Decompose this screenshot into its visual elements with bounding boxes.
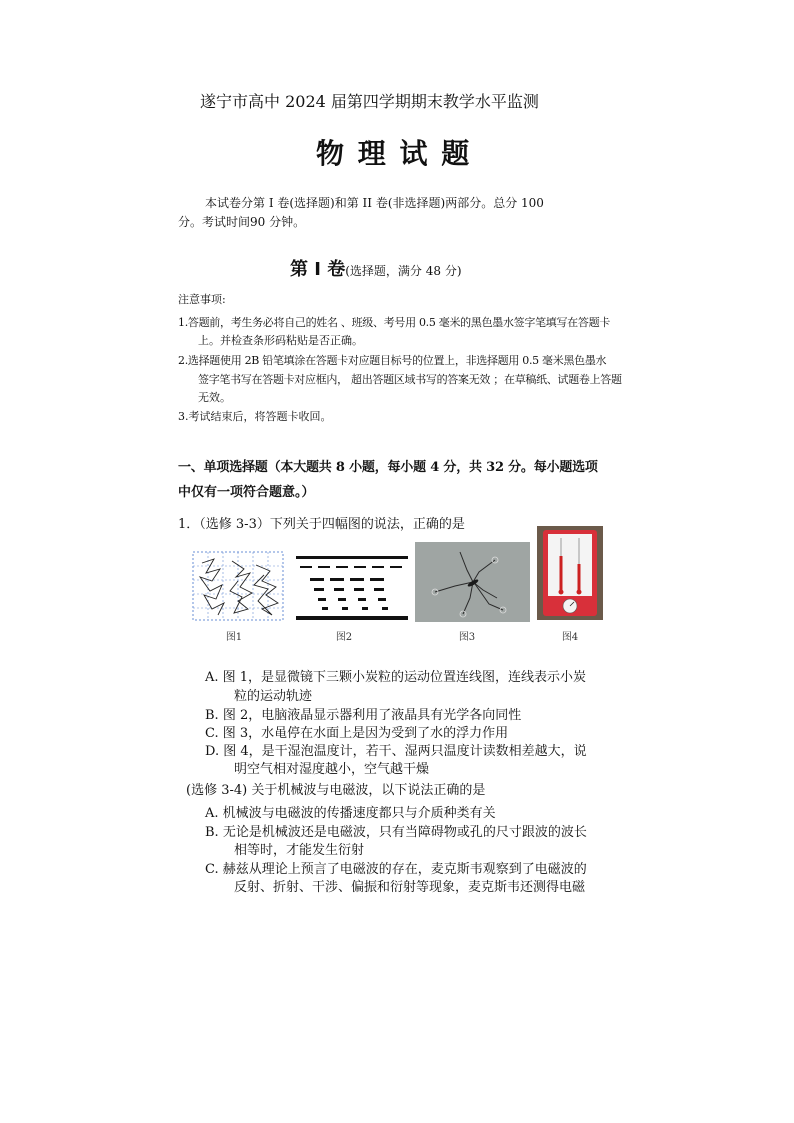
part1-line-1: 一、单项选择题（本大题共 8 小题，每小题 4 分，共 32 分。每小题选项 — [178, 460, 598, 475]
note-2a: 2.选择题使用 2B 铅笔填涂在答题卡对应题目标号的位置上，非选择题用 0.5 毫米黑色墨水 — [178, 354, 607, 367]
q1-option-d-line-1: D. 图 4，是干湿泡温度计，若干、湿两只温度计读数相差越大，说 — [205, 744, 587, 759]
figure-4-caption: 图4 — [561, 632, 579, 643]
note-1b: 上。并检查条形码粘贴是否正确。 — [198, 334, 363, 347]
note-3: 3.考试结束后，将答题卡收回。 — [178, 410, 332, 423]
figure-4-hygrometer — [537, 526, 603, 620]
page-title: 物 理 试 题 — [316, 137, 472, 170]
q1b-option-b-line-2: 相等时，才能发生衍射 — [234, 843, 365, 858]
q1-option-d-line-2: 明空气相对湿度越小，空气越干燥 — [234, 762, 430, 777]
q1-option-a-line-2: 粒的运动轨迹 — [234, 689, 313, 704]
note-2b: 签字笔书写在答题卡对应框内， 超出答题区域书写的答案无效 ；在草稿纸、试题卷上答题 — [198, 373, 622, 386]
q1-stem: 1．（选修 3-3）下列关于四幅图的说法，正确的是 — [178, 517, 465, 532]
note-2c: 无效。 — [198, 391, 231, 404]
section-heading-sub: (选择题，满分 48 分) — [345, 264, 462, 278]
q1b-option-b-line-1: B. 无论是机械波还是电磁波，只有当障碍物或孔的尺寸跟波的波长 — [205, 825, 587, 840]
figure-1-brownian-motion — [192, 551, 284, 621]
part1-line-2: 中仅有一项符合题意。） — [178, 485, 315, 500]
q1b-option-a: A. 机械波与电磁波的传播速度都只与介质种类有关 — [205, 806, 496, 821]
q1b-stem: (选修 3-4) 关于机械波与电磁波，以下说法正确的是 — [186, 783, 486, 798]
q1-option-c: C. 图 3，水黾停在水面上是因为受到了水的浮力作用 — [205, 726, 509, 741]
figure-3-caption: 图3 — [458, 632, 476, 643]
figure-3-water-strider — [415, 542, 530, 622]
note-1a: 1.答题前，考生务必将自己的姓名 、班级、考号用 0.5 毫米的黑色墨水签字笔填写在答题卡 — [178, 316, 610, 329]
intro-line-2: 分。考试时间90 分钟。 — [178, 215, 306, 229]
figure-1-caption: 图1 — [225, 632, 243, 643]
section-heading — [290, 255, 462, 281]
intro-line-1: 本试卷分第 I 卷(选择题)和第 II 卷(非选择题)两部分。总分 100 — [205, 196, 544, 210]
q1-option-b: B. 图 2，电脑液晶显示器利用了液晶具有光学各向同性 — [205, 708, 522, 723]
notes-title: 注意事项: — [178, 293, 226, 306]
exam-header: 遂宁市高中 2024 届第四学期期末教学水平监测 — [200, 92, 539, 111]
figure-2-caption: 图2 — [335, 632, 353, 643]
q1b-option-c-line-1: C. 赫兹从理论上预言了电磁波的存在，麦克斯韦观察到了电磁波的 — [205, 862, 587, 877]
q1b-option-c-line-2: 反射、折射、干涉、偏振和衍射等现象，麦克斯韦还测得电磁 — [234, 880, 586, 895]
figure-2-liquid-crystal — [296, 556, 408, 620]
section-heading-main: 第 Ⅰ 卷 — [290, 259, 346, 280]
q1-option-a-line-1: A. 图 1，是显微镜下三颗小炭粒的运动位置连线图，连线表示小炭 — [205, 670, 587, 685]
